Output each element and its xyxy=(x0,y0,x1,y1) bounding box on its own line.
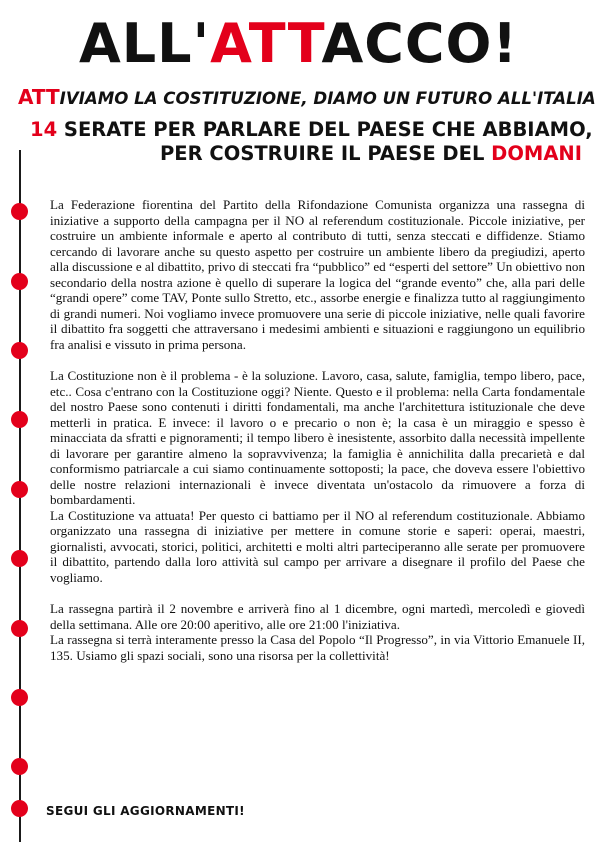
timeline-dot xyxy=(11,411,28,428)
paragraph-venue: La rassegna si terrà interamente presso la Casa del Popolo “Il Progresso”, in via Vittorio Emanuele II, 135. Usiamo gli spazi sociali, sono una risorsa per la collettività! xyxy=(50,632,585,663)
timeline-dot xyxy=(11,758,28,775)
headline-line-2-text: PER COSTRUIRE IL PAESE DEL xyxy=(160,142,492,165)
subtitle xyxy=(18,85,596,109)
follow-updates: SEGUI GLI AGGIORNAMENTI! xyxy=(46,804,245,818)
paragraph-intro: La Federazione fiorentina del Partito della Rifondazione Comunista organizza una rassegna di iniziative a supporto della campagna per il NO al referendum costituzionale. Piccole iniziative, per costruire un ambiente informale e aperto al contributo di tutti, senza steccati e diffidenze. Stiamo cercando di lavorare anche su questo aspetto per costruire un ambiente libero da pregiudizi, aperto alla discussione e al dibattito, privo di steccati fra “pubblico” ed “esperti del settore” Un obiettivo non secondario della nostra azione è quello di superare la logica del “grande evento” che, alla pari delle “grandi opere” come TAV, Ponte sullo Stretto, etc., assorbe energie e finalizza tutto al raggiungimento di grandi numeri. Noi vogliamo invece promuovere una serie di piccole iniziative, nelle quali favorire il dibattito fra soggetti che attraversano i medesimi ambienti e situazioni e raggiungono un equilibrio fra analisi e vissuto in prima persona. xyxy=(50,197,585,352)
headline-line-2 xyxy=(30,142,582,166)
timeline-dot xyxy=(11,800,28,817)
timeline-dot xyxy=(11,620,28,637)
title-part-3: ACCO xyxy=(321,12,493,75)
timeline-dot xyxy=(11,689,28,706)
timeline-dot xyxy=(11,481,28,498)
paragraph-constitution: La Costituzione non è il problema - è la soluzione. Lavoro, casa, salute, famiglia, tempo libero, pace, etc.. Cosa c'entrano con la Costituzione oggi? Niente. Questo e il problema: nella Carta fondamentale del nostro Paese sono contenuti i diritti fondamentali, ma anche l'architettura istituzionale che deve metterli in pratica. E invece: il lavoro o e precario o non è; la casa è un miraggio e spesso è minacciata da sfratti e pignoramenti; il tempo libero è inesistente, assorbito dalla necessità impellente di lavorare per garantire almeno la sopravvivenza; la famiglia è annichilita dalla precarietà e dal conformismo patriarcale a cui siamo continuamente sottoposti; la pace, che doveva essere l'obiettivo delle nostre relazioni internazionali è invece diventata un'ostacolo da rimuovere a forza di bombardamenti. xyxy=(50,368,585,507)
subtitle-rest: IVIAMO LA COSTITUZIONE, DIAMO UN FUTURO ALL'ITALIA xyxy=(59,89,596,108)
paragraph-dates: La rassegna partirà il 2 novembre e arriverà fino al 1 dicembre, ogni martedì, mercoledì e giovedì della settimana. Alle ore 20:00 aperitivo, alle ore 21:00 l'iniziativa. xyxy=(50,601,585,632)
headline-line-1-text: SERATE PER PARLARE DEL PAESE CHE ABBIAMO, xyxy=(57,118,593,141)
title-part-1: ALL' xyxy=(78,12,211,75)
headline-line-1 xyxy=(30,118,593,142)
timeline-dot xyxy=(11,273,28,290)
timeline-dot xyxy=(11,550,28,567)
headline xyxy=(30,118,593,166)
headline-number: 14 xyxy=(30,118,58,141)
title-part-4: ! xyxy=(492,12,519,75)
body-text xyxy=(50,197,585,663)
subtitle-accent: ATT xyxy=(18,85,60,109)
headline-accent: DOMANI xyxy=(491,142,582,165)
poster-title xyxy=(0,12,597,76)
title-part-2: ATT xyxy=(210,12,322,75)
timeline-dot xyxy=(11,342,28,359)
timeline-dot xyxy=(11,203,28,220)
paragraph-attuata: La Costituzione va attuata! Per questo ci battiamo per il NO al referendum costituzionale. Abbiamo organizzato una rassegna di iniziative per mettere in comune storie e saperi: operai, maestri, giornalisti, avvocati, storici, politici, architetti e molti altri parteciperanno alle serate per promuovere il dibattito, partendo dalla loro attività sul campo per arrivare a disegnare il profilo del Paese che vogliamo. xyxy=(50,507,585,585)
